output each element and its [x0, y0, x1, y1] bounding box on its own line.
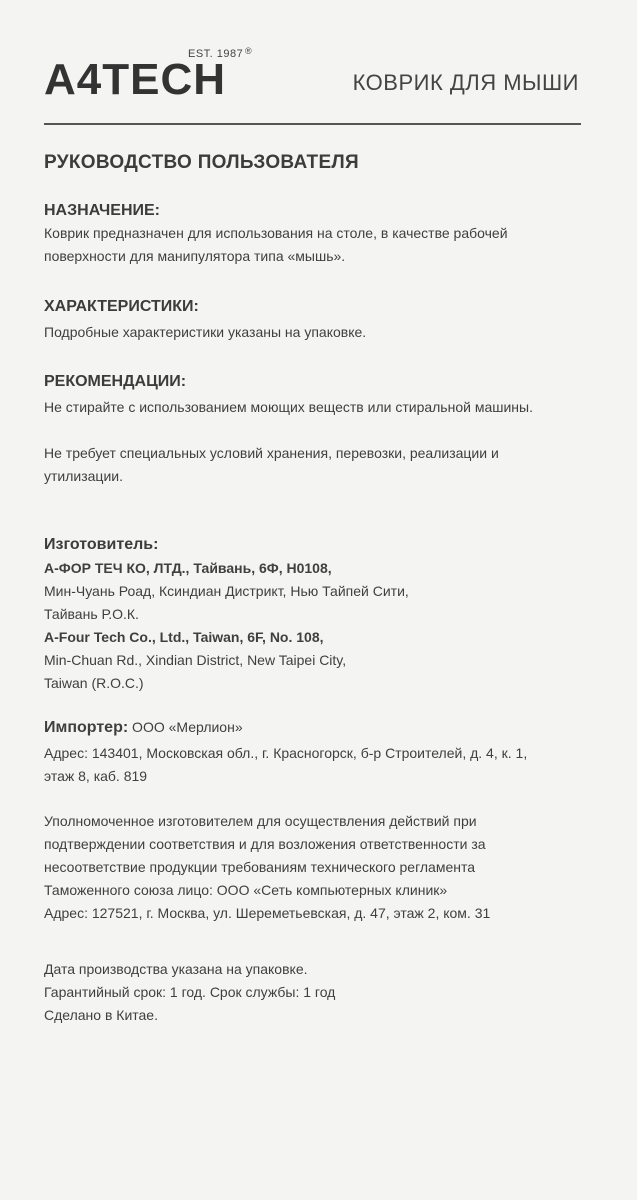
importer-heading: Импортер: — [44, 719, 129, 736]
purpose-text: Коврик предназначен для использования на столе, в качестве рабочей поверхности для манипулятора типа «мышь». — [44, 225, 508, 264]
manufacturer-heading: Изготовитель: — [44, 536, 159, 553]
footer-text: Дата производства указана на упаковке. Гарантийный срок: 1 год. Срок службы: 1 год Сделано в Китае. — [44, 961, 336, 1023]
purpose-heading: НАЗНАЧЕНИЕ: — [44, 202, 160, 219]
document-title: РУКОВОДСТВО ПОЛЬЗОВАТЕЛЯ — [44, 152, 360, 173]
brand-logo — [44, 48, 264, 104]
recommendations-text-2: Не требует специальных условий хранения, перевозки, реализации и утилизации. — [44, 445, 499, 484]
product-name: КОВРИК ДЛЯ МЫШИ — [352, 70, 579, 95]
manufacturer-en-name: A-Four Tech Co., Ltd., Taiwan, 6F, No. 108, — [44, 629, 324, 645]
importer-address: Адрес: 143401, Московская обл., г. Красногорск, б-р Строителей, д. 4, к. 1, этаж 8, каб. 819 — [44, 745, 528, 784]
manufacturer-en-address: Min-Chuan Rd., Xindian District, New Taipei City, Taiwan (R.O.C.) — [44, 652, 347, 691]
importer-line — [44, 716, 243, 739]
brand-name: A4TECH — [44, 55, 227, 104]
authorized-representative-text: Уполномоченное изготовителем для осуществления действий при подтверждении соответствия и для возложения ответственности за несоответствие продукции требованиям технического регламента Таможенного союза лицо: ООО «Сеть компьютерных клиник» Адрес: 127521, г. Москва, ул. Шереметьевская, д. 47, этаж 2, ком. 31 — [44, 813, 491, 921]
brand-est: EST. 1987 — [188, 48, 244, 60]
specs-heading: ХАРАКТЕРИСТИКИ: — [44, 298, 199, 315]
recommendations-heading: РЕКОМЕНДАЦИИ: — [44, 373, 187, 390]
manufacturer-ru-name: А-ФОР ТЕЧ КО, ЛТД., Тайвань, 6Ф, Н0108, — [44, 560, 332, 576]
brand-registered-mark: ® — [245, 46, 252, 56]
manufacturer-ru-address: Мин-Чуань Роад, Ксиндиан Дистрикт, Нью Тайпей Сити, Тайвань Р.О.К. — [44, 583, 409, 622]
specs-text: Подробные характеристики указаны на упаковке. — [44, 324, 367, 340]
recommendations-text-1: Не стирайте с использованием моющих веществ или стиральной машины. — [44, 399, 533, 415]
header-divider — [44, 123, 581, 125]
importer-name: ООО «Мерлион» — [128, 719, 243, 735]
